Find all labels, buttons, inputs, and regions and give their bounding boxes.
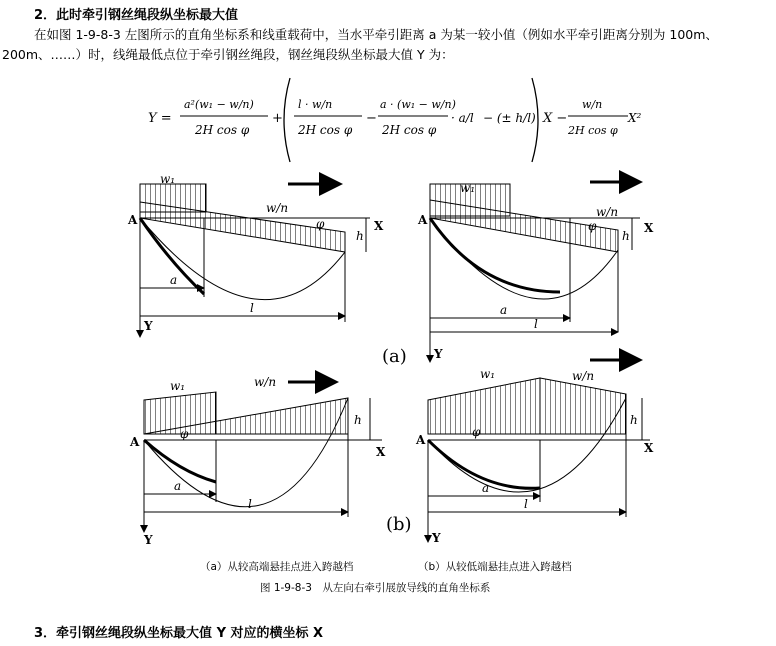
label-wn: w/n	[254, 375, 277, 389]
formula-term1-numerator: a²(w₁ − w/n)	[184, 98, 254, 111]
formula-x2: X²	[628, 111, 642, 125]
figure-1-9-8-3	[120, 172, 660, 592]
formula-term3-multiplier: · a/l	[451, 111, 474, 125]
label-A: A	[418, 213, 428, 227]
label-w1: w₁	[170, 379, 186, 393]
panel-a-left	[140, 184, 370, 337]
caption-a: （a）从较高端悬挂点进入跨越档	[200, 561, 354, 573]
label-l: l	[534, 317, 538, 331]
paragraph-line-1: 在如图 1-9-8-3 左图所示的直角坐标系和线重载荷中，当水平牵引距离 a 为某一较小值（例如水平牵引距离分别为 100m、	[34, 27, 718, 42]
label-a: a	[170, 273, 178, 287]
label-h: h	[356, 229, 364, 243]
formula-x1: X −	[543, 111, 568, 126]
formula-term3-hl: − (± h/l)	[483, 111, 536, 125]
big-paren-open	[284, 78, 290, 162]
formula-term1-denominator: 2H cos φ	[195, 123, 250, 137]
panel-b-right	[428, 360, 650, 542]
steel-rope-segment	[144, 440, 216, 482]
label-phi: φ	[588, 219, 597, 233]
figure-caption: 图 1-9-8-3 从左向右牵引展放导线的直角坐标系	[260, 582, 491, 594]
label-a: a	[500, 303, 508, 317]
formula-term2-numerator: l · w/n	[298, 98, 333, 111]
label-a: a	[174, 479, 182, 493]
label-Y: Y	[434, 347, 443, 361]
section-2-title: 2．此时牵引钢丝绳段纵坐标最大值	[34, 8, 239, 23]
load-wn-block	[540, 378, 626, 434]
label-X: X	[374, 219, 384, 233]
label-l: l	[524, 497, 528, 511]
label-h: h	[630, 413, 638, 427]
label-X: X	[644, 221, 654, 235]
label-panel-b: (b)	[386, 514, 412, 535]
label-X: X	[644, 441, 654, 455]
label-wn: w/n	[266, 201, 289, 215]
formula-term2-denominator: 2H cos φ	[298, 123, 353, 137]
formula-Y	[140, 70, 640, 170]
section-3-title: 3．牵引钢丝绳段纵坐标最大值 Y 对应的横坐标 X	[34, 626, 324, 641]
caption-b: （b）从较低端悬挂点进入跨越档	[418, 561, 572, 573]
label-wn: w/n	[596, 205, 619, 219]
label-w1: w₁	[460, 181, 476, 195]
label-A: A	[128, 213, 138, 227]
label-panel-a: (a)	[382, 346, 407, 367]
formula-plus: +	[272, 111, 283, 126]
label-A: A	[416, 433, 426, 447]
label-A: A	[130, 435, 140, 449]
load-wn-block	[140, 202, 345, 252]
label-Y: Y	[432, 531, 441, 545]
formula-term3-denominator: 2H cos φ	[382, 123, 437, 137]
label-w1: w₁	[160, 172, 176, 186]
label-w1: w₁	[480, 367, 496, 381]
formula-term4-denominator: 2H cos φ	[568, 124, 618, 137]
label-Y: Y	[144, 533, 153, 547]
label-l: l	[250, 301, 254, 315]
load-w1-block	[428, 378, 540, 434]
label-l: l	[248, 497, 252, 511]
label-phi: φ	[180, 427, 189, 441]
label-h: h	[354, 413, 362, 427]
label-X: X	[376, 445, 386, 459]
label-phi: φ	[472, 425, 481, 439]
formula-minus: −	[366, 111, 377, 126]
formula-term4-numerator: w/n	[582, 98, 603, 111]
label-Y: Y	[144, 319, 153, 333]
panel-b-left	[144, 382, 382, 532]
label-phi: φ	[316, 217, 325, 231]
label-a: a	[482, 481, 490, 495]
label-h: h	[622, 229, 630, 243]
formula-lhs: Y =	[148, 111, 172, 126]
paragraph-line-2: 200m、……）时，线绳最低点位于牵引钢丝绳段，钢丝绳段纵坐标最大值 Y 为：	[2, 47, 454, 62]
label-wn: w/n	[572, 369, 595, 383]
formula-term3-numerator: a · (w₁ − w/n)	[380, 98, 456, 111]
